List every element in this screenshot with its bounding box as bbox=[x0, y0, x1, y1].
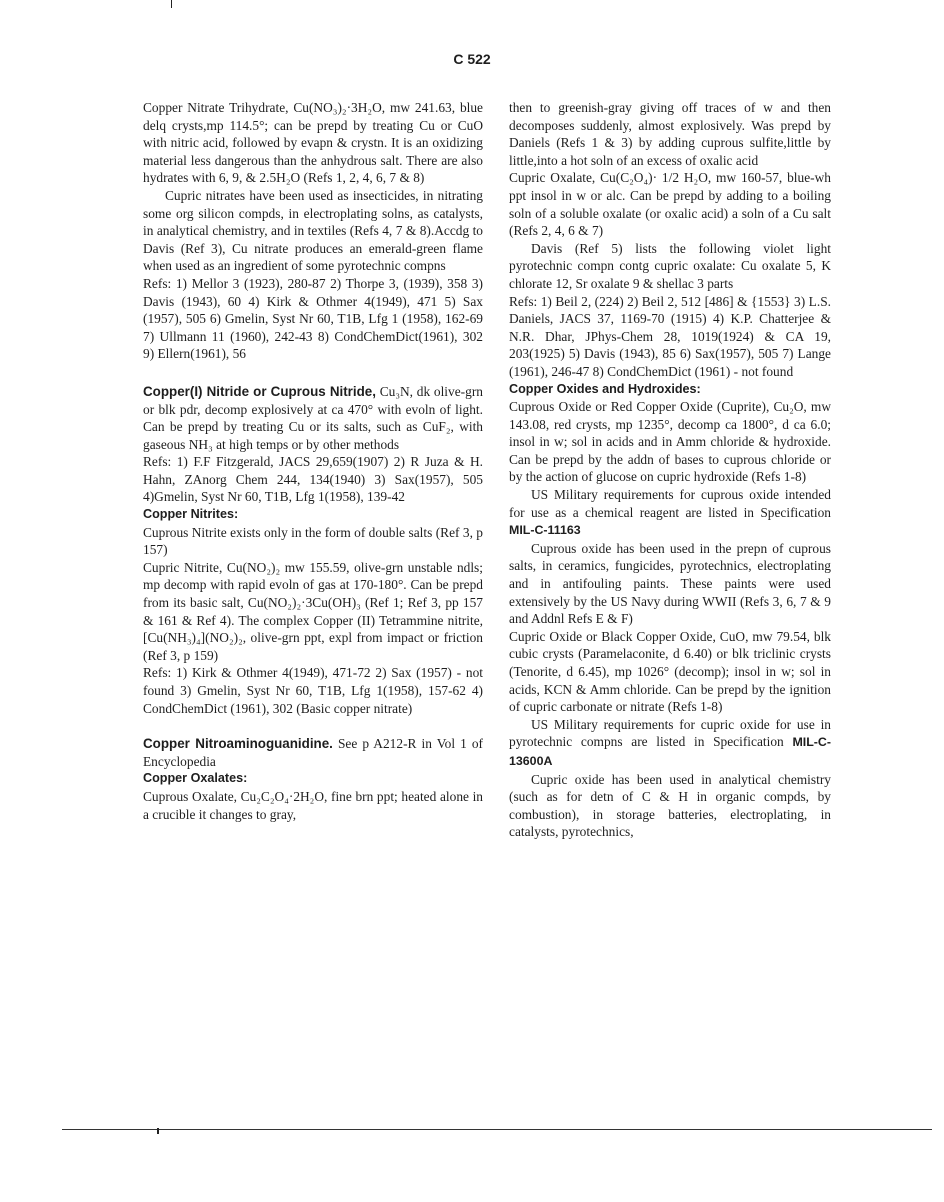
davis-pyrotechnic-paragraph: Davis (Ref 5) lists the following violet light pyrotechnic compn contg cupric oxalate: Cu oxalate 5, K chlorate 12, Sr oxalate 9 & shellac 3 parts bbox=[509, 240, 831, 291]
top-margin-mark bbox=[171, 0, 172, 8]
copper-nitride-heading: Copper(I) Nitride or Cuprous Nitride, bbox=[143, 383, 376, 399]
left-column bbox=[143, 99, 483, 823]
cuprous-oxide-uses-paragraph: Cuprous oxide has been used in the prepn of cuprous salts, in ceramics, fungicides, pyrotechnics, electroplating and in antifouling paints. These paints were used extensively by the US Navy during WWII (Refs 3, 6, 7 & 9 and Addnl Refs E & F) bbox=[509, 540, 831, 627]
copper-nitrate-trihydrate-paragraph: Copper Nitrate Trihydrate, Cu(NO₃)₂·3H₂O, mw 241.63, blue delq crysts,mp 114.5°; can be prepd by treating Cu or CuO with nitric acid, followed by evapn & crystn. It is an oxidizing material less dangerous than the anhydrous salt. There are also hydrates with 6, 9, & 2.5H₂O (Refs 1, 2, 4, 6, 7 & 8) bbox=[143, 100, 483, 186]
page-number: C 522 bbox=[453, 51, 491, 67]
copper-nitrites-heading: Copper Nitrites: bbox=[143, 507, 239, 522]
copper-nitroaminoguanidine-paragraph bbox=[143, 735, 483, 770]
bottom-margin-mark bbox=[157, 1128, 159, 1134]
cupric-nitrite-paragraph: Cupric Nitrite, Cu(NO₂)₂ mw 155.59, olive-grn unstable ndls; mp decomp with rapid evoln of gas at 170-180°. Can be prepd from its basic salt, Cu(NO₂)₂·3Cu(OH)₃ (Ref 1; Ref 3, pp 157 & 161 & Ref 4). The complex Copper (II) Tetrammine nitrite, [Cu(NH₃)₄](NO₂)₂, olive-grn ppt, expl from impact or friction (Ref 3, p 159) bbox=[143, 559, 483, 663]
cuprous-nitrite-paragraph: Cuprous Nitrite exists only in the form of double salts (Ref 3, p 157) bbox=[143, 524, 483, 558]
copper-nitride-text: Cu₃N, dk olive-grn or blk pdr, decomp explosively at ca 470° with evoln of light. Can be prepd by treating Cu or its salts, such as CuF₂, with gaseous NH₃ at high temps or by other methods bbox=[143, 383, 483, 452]
specification-mil-c-13600a: MIL-C-13600A bbox=[509, 735, 831, 768]
cuprous-oxalate-paragraph: Cuprous Oxalate, Cu₂C₂O₄·2H₂O, fine brn ppt; heated alone in a crucible it changes to gray, bbox=[143, 788, 483, 822]
military-requirements-text-1: US Military requirements for cuprous oxide intended for use as a chemical reagent are listed in Specification bbox=[509, 487, 831, 520]
copper-oxides-heading: Copper Oxides and Hydroxides: bbox=[509, 381, 701, 396]
cuprous-oxalate-continued: then to greenish-gray giving off traces of w and then decomposes suddenly, almost explosively. Was prepd by Daniels (Refs 1 & 3) by adding cuprous sulfite,little by little,into a hot soln of an excess of oxalic acid bbox=[509, 100, 831, 168]
nitrate-references: Refs: 1) Mellor 3 (1923), 280-87 2) Thorpe 3, (1939), 358 3) Davis (1943), 60 4) Kirk & Othmer 4(1949), 471 5) Sax (1957), 505 6) Gmelin, Syst Nr 60, T1B, Lfg 1 (1958), 162-69 7) Ullmann 11 (1960), 242-43 8) CondChemDict(1961), 302 9) Ellern(1961), 56 bbox=[143, 275, 483, 362]
right-column bbox=[509, 99, 831, 841]
nitrites-references: Refs: 1) Kirk & Othmer 4(1949), 471-72 2) Sax (1957) - not found 3) Gmelin, Syst Nr 60, T1B, Lfg 1(1958), 157-62 4) CondChemDict (1961), 302 (Basic copper nitrate) bbox=[143, 665, 483, 716]
cupric-oxalate-paragraph: Cupric Oxalate, Cu(C₂O₄)· 1/2 H₂O, mw 160-57, blue-wh ppt insol in w or alc. Can be prepd by adding to a boiling soln of a soluble oxalate (or oxalic acid) a soln of a Cu salt (Refs 2, 4, 6 & 7) bbox=[509, 170, 831, 239]
copper-nitride-paragraph bbox=[143, 383, 483, 453]
oxalates-references: Refs: 1) Beil 2, (224) 2) Beil 2, 512 [486] & {1553} 3) L.S. Daniels, JACS 37, 1169-70 (1915) 4) K.P. Chatterjee & N.R. Dhar, JPhys-Chem 28, 1019(1924) & CA 19, 203(1925) 5) Davis (1943), 85 6) Sax(1957), 505 7) Lange (1961), 246-47 8) CondChemDict (1961) - not found bbox=[509, 293, 831, 379]
cuprous-oxide-paragraph: Cuprous Oxide or Red Copper Oxide (Cuprite), Cu₂O, mw 143.08, red crysts, mp 1235°, decomp ca 1800°, d ca 6.0; insol in w; sol in acids and in Amm chloride & hydroxide. Can be prepd by the addn of bases to cuprous chloride or by the action of glucose on cupric hydroxide (Refs 1-8) bbox=[509, 399, 831, 485]
military-requirements-text-2: US Military requirements for cupric oxide for use in pyrotechnic compns are listed in Specification bbox=[509, 716, 831, 750]
nitride-references: Refs: 1) F.F Fitzgerald, JACS 29,659(1907) 2) R Juza & H. Hahn, ZAnorg Chem 244, 134(1940) 3) Sax(1957), 505 4)Gmelin, Syst Nr 60, T1B, Lfg 1(1958), 139-42 bbox=[143, 454, 483, 505]
copper-oxalates-heading: Copper Oxalates: bbox=[143, 771, 248, 786]
cuprous-oxide-military-paragraph bbox=[509, 486, 831, 540]
nitroaminoguanidine-text: See p A212-R in Vol 1 of Encyclopedia bbox=[143, 736, 483, 769]
specification-mil-c-11163: MIL-C-11163 bbox=[509, 523, 581, 538]
cupric-oxide-military-paragraph bbox=[509, 716, 831, 771]
cupric-oxide-paragraph: Cupric Oxide or Black Copper Oxide, CuO, mw 79.54, blk cubic crysts (Paramelaconite, d 6.40) or blk triclinic crysts (Tenorite, d 6.45), mp 1026° (decomp); insol in w; sol in acids, KCN & Amm chloride. Can be prepd by the ignition of cupric carbonate or nitrate (Refs 1-8) bbox=[509, 628, 831, 715]
cupric-oxide-uses-paragraph: Cupric oxide has been used in analytical chemistry (such as for detn of C & H in organic compds, by combustion), in storage batteries, electroplating, in catalysts, pyrotechnics, bbox=[509, 771, 831, 840]
cupric-nitrates-uses-paragraph: Cupric nitrates have been used as insecticides, in nitrating some org silicon compds, in electroplating solns, as catalysts, in analytical chemistry, and in textiles (Refs 4, 7 & 8).Accdg to Davis (Ref 3), Cu nitrate produces an emerald-green flame when used as an ingredient of some pyrotechnic compns bbox=[143, 187, 483, 274]
bottom-rule bbox=[62, 1129, 932, 1130]
nitroaminoguanidine-heading: Copper Nitroaminoguanidine. bbox=[143, 736, 333, 752]
